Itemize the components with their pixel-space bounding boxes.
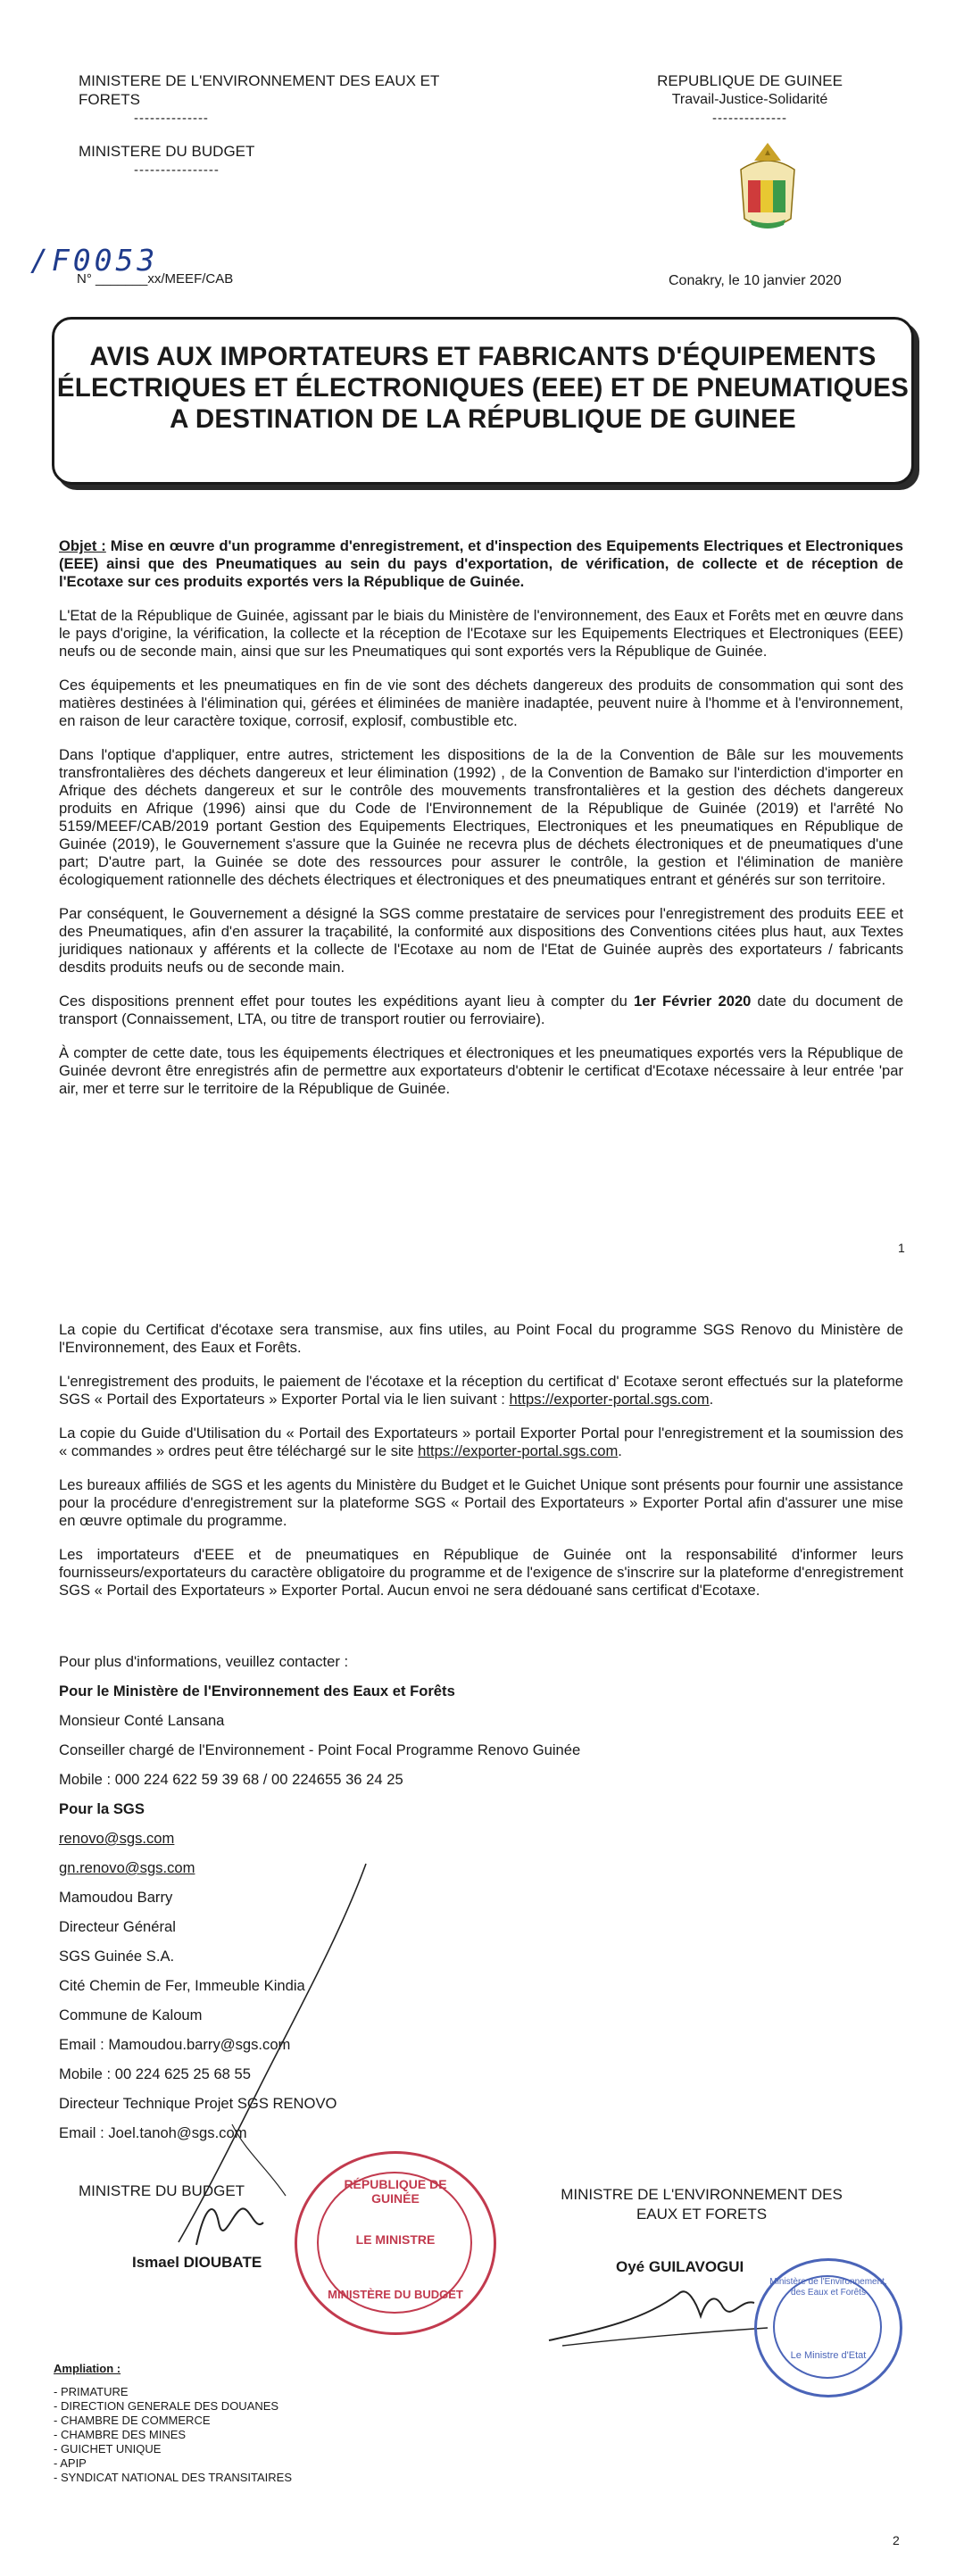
contact-mobile: Mobile : 000 224 622 59 39 68 / 00 224655 36 24 25: [59, 1771, 403, 1788]
ministry-contact-heading: Pour le Ministère de l'Environnement des Eaux et Forêts: [59, 1683, 455, 1699]
seal-text: RÉPUBLIQUE DE GUINÉE: [344, 2177, 447, 2206]
exporter-portal-link[interactable]: https://exporter-portal.sgs.com: [418, 1442, 619, 1459]
page-number: 1: [898, 1241, 905, 1255]
paragraph: Ces équipements et les pneumatiques en fin de vie sont des déchets dangereux des produits de consommation qui sont des matières destinées à l'élimination qui, gérées et éliminées de manière inadaptée, peuvent nuire à l'homme et à l'environnement, en raison de leur caractère toxique, corrosif, explosif, combustible etc.: [59, 677, 903, 729]
motto-label: Travail-Justice-Solidarité: [671, 92, 828, 107]
separator: --------------: [712, 111, 787, 126]
paragraph: À compter de cette date, tous les équipements électriques et électroniques et les pneumatiques exportés vers la République de Guinée devront être enregistrés afin de permettre aux exportateurs d'obtenir le certificat d'Ecotaxe nécessaire à leur entrée 'par air, mer et terre sur le territoire de la République de Guinée.: [59, 1044, 903, 1097]
paragraph: Par conséquent, le Gouvernement a désigné la SGS comme prestataire de services pour l'enregistrement des produits EEE et des Pneumatiques, afin d'en assurer la traçabilité, la conformité aux dispositions des Conventions citées plus haut, aux Textes juridiques nationaux y afférents et la collecte de l'Ecotaxe au nom de l'Etat de Guinée auprès des exportateurs / fabricants desdits produits neufs ou de seconde main.: [59, 905, 903, 976]
sgs-contact-heading: Pour la SGS: [59, 1800, 145, 1817]
coat-of-arms-icon: [714, 134, 821, 241]
contact-company: SGS Guinée S.A.: [59, 1948, 175, 1965]
signature-right-ministry: MINISTRE DE L'ENVIRONNEMENT DES EAUX ET FORETS: [561, 2186, 843, 2223]
body-page-2: [59, 1321, 903, 1616]
notice-title: AVIS AUX IMPORTATEURS ET FABRICANTS D'ÉQUIPEMENTS ÉLECTRIQUES ET ÉLECTRONIQUES (EEE) ET DE PNEUMATIQUES A DESTINATION DE LA RÉPUBLIQUE DE GUINEE: [56, 342, 910, 434]
contact-intro: Pour plus d'informations, veuillez contacter :: [59, 1653, 349, 1670]
seal-text: MINISTÈRE DU BUDGET: [328, 2288, 463, 2301]
objet-text: Mise en œuvre d'un programme d'enregistrement, et d'inspection des Equipements Electriques et Electroniques (EEE) ainsi que des Pneumatiques au sein du pays d'exportation, de vérification, de collecte et de réception de l'Ecotaxe sur ces produits exportés vers la République de Guinée.: [59, 537, 904, 590]
paragraph: Les bureaux affiliés de SGS et les agents du Ministère du Budget et le Guichet Unique sont présents pour fournir une assistance pour la procédure d'enregistrement sur la plateforme SGS « Portail des Exportateurs » Exporter Portal afin d'assurer une mise en œuvre optimale du programme.: [59, 1476, 903, 1529]
paragraph: L'Etat de la République de Guinée, agissant par le biais du Ministère de l'environnement, des Eaux et Forêts met en œuvre dans le pays d'origine, la vérification, la collecte et la réception de l'Ecotaxe sur les Equipements Electriques et Electroniques (EEE) neufs ou de seconde main, ainsi que sur les Pneumatiques qui sont exportés vers la République de Guinée.: [59, 607, 903, 660]
ampliation-item: - APIP: [54, 2456, 87, 2470]
paragraph: Dans l'optique d'appliquer, entre autres, strictement les dispositions de la de la Convention de Bâle sur les mouvements transfrontalières des déchets dangereux et leur élimination (1992) , de la Convention de Bamako sur l'interdiction d'importer en Afrique des déchets dangereux et sur le contrôle des mouvements transfrontalières et la gestion des déchets dangereux produits en Afrique (1996) ainsi que du Code de l'Environnement de la République de Guinée (2019) et l'arrêté No 5159/MEEF/CAB/2019 portant Gestion des Equipements Electriques, Electroniques et les pneumatiques en République de Guinée (2019), le Gouvernement s'assure que la Guinée ne recevra plus de déchets électroniques et de pneumatiques d'une part; D'autre part, la Guinée se dote des ressources pour assurer le contrôle, la gestion et l'élimination de manière écologiquement rationnelle des déchets électriques et électroniques et des pneumatiques entrant et générés sur son territoire.: [59, 746, 903, 888]
signature-right-name: Oyé GUILAVOGUI: [616, 2258, 744, 2275]
separator: ----------------: [134, 162, 220, 178]
effect-paragraph: [59, 993, 903, 1028]
header-left: [79, 71, 471, 179]
ampliation-item: - CHAMBRE DE COMMERCE: [54, 2414, 211, 2427]
email-link[interactable]: renovo@sgs.com: [59, 1830, 175, 1847]
paragraph-text: La copie du Guide d'Utilisation du « Portail des Exportateurs » portail Exporter Portal pour l'enregistrement et la soumission des « commandes » ordres peut être téléchargé sur le site: [59, 1425, 903, 1459]
ministry-budget-label: MINISTERE DU BUDGET: [79, 143, 255, 160]
ampliation-item: - GUICHET UNIQUE: [54, 2442, 162, 2456]
signature-left-ministry: MINISTRE DU BUDGET: [79, 2182, 245, 2199]
header-right: [625, 71, 875, 128]
paragraph-text: L'enregistrement des produits, le paiement de l'écotaxe et la réception du certificat d' Ecotaxe seront effectués sur la plateforme SGS « Portail des Exportateurs » Exporter Portal via le lien suivant :: [59, 1373, 903, 1408]
contact-name: Mamoudou Barry: [59, 1889, 173, 1906]
contact-email: Email : Joel.tanoh@sgs.com: [59, 2124, 247, 2141]
signature-left-icon: [187, 2196, 268, 2249]
reference-stamp: /F0053: [30, 243, 159, 278]
contact-role: Conseiller chargé de l'Environnement - Point Focal Programme Renovo Guinée: [59, 1741, 581, 1758]
page-number: 2: [893, 2533, 900, 2547]
environment-seal-icon: [754, 2258, 902, 2397]
signature-left-name: Ismael DIOUBATE: [132, 2254, 262, 2271]
signature-right-icon: [544, 2276, 777, 2347]
ampliation-block: [54, 2362, 292, 2485]
seal-text: Ministère de l'Environnement, des Eaux et Forêts: [769, 2277, 887, 2298]
effect-text: Ces dispositions prennent effet pour toutes les expéditions ayant lieu à compter du: [59, 993, 634, 1010]
effect-text: date du document de transport (Connaissement, LTA, ou titre de transport routier ou ferroviaire).: [59, 993, 903, 1027]
document-date: Conakry, le 10 janvier 2020: [669, 273, 842, 288]
contact-name: Monsieur Conté Lansana: [59, 1712, 225, 1729]
email-link[interactable]: gn.renovo@sgs.com: [59, 1859, 195, 1876]
paragraph-text: .: [709, 1391, 714, 1408]
paragraph: La copie du Certificat d'écotaxe sera transmise, aux fins utiles, au Point Focal du programme SGS Renovo du Ministère de l'Environnement, des Eaux et Forêts.: [59, 1321, 903, 1356]
paragraph: [59, 1425, 903, 1460]
seal-text: LE MINISTRE: [355, 2232, 436, 2247]
ampliation-item: - SYNDICAT NATIONAL DES TRANSITAIRES: [54, 2471, 293, 2484]
country-label: REPUBLIQUE DE GUINEE: [657, 72, 843, 89]
paragraph-text: .: [618, 1442, 622, 1459]
ampliation-item: - DIRECTION GENERALE DES DOUANES: [54, 2399, 279, 2413]
contact-tech-title: Directeur Technique Projet SGS RENOVO: [59, 2095, 337, 2112]
objet-label: Objet :: [59, 537, 106, 554]
budget-seal-icon: [295, 2151, 496, 2335]
title-box: [52, 317, 914, 485]
contact-mobile: Mobile : 00 224 625 25 68 55: [59, 2065, 251, 2082]
page-2: [0, 1267, 964, 2576]
contact-commune: Commune de Kaloum: [59, 2007, 203, 2023]
effect-date: 1er Février 2020: [633, 993, 752, 1010]
separator: --------------: [134, 111, 209, 126]
paragraph: Les importateurs d'EEE et de pneumatiques en République de Guinée ont la responsabilité d'informer leurs fournisseurs/exportateurs du caractère obligatoire du programme et de l'exigence de s'inscrire sur la plateforme d'enregistrement SGS « Portail des Exportateurs » Exporter Portal. Aucun envoi ne sera dédouané sans certificat d'Ecotaxe.: [59, 1546, 903, 1599]
contact-email: Email : Mamoudou.barry@sgs.com: [59, 2036, 291, 2053]
ampliation-label: Ampliation :: [54, 2362, 121, 2375]
body-page-1: [59, 537, 903, 1114]
contact-address: Cité Chemin de Fer, Immeuble Kindia: [59, 1977, 305, 1994]
objet-paragraph: [59, 537, 903, 591]
ministry-environment-label: MINISTERE DE L'ENVIRONNEMENT DES EAUX ET FORETS: [79, 72, 440, 108]
seal-text: Le Ministre d'Etat: [790, 2350, 867, 2361]
reference-number: N° _______xx/MEEF/CAB: [77, 271, 234, 287]
page-1: [0, 0, 964, 1267]
contact-title: Directeur Général: [59, 1918, 176, 1935]
paragraph: [59, 1373, 903, 1408]
exporter-portal-link[interactable]: https://exporter-portal.sgs.com: [509, 1391, 710, 1408]
ampliation-item: - CHAMBRE DES MINES: [54, 2428, 187, 2441]
ampliation-item: - PRIMATURE: [54, 2385, 129, 2398]
